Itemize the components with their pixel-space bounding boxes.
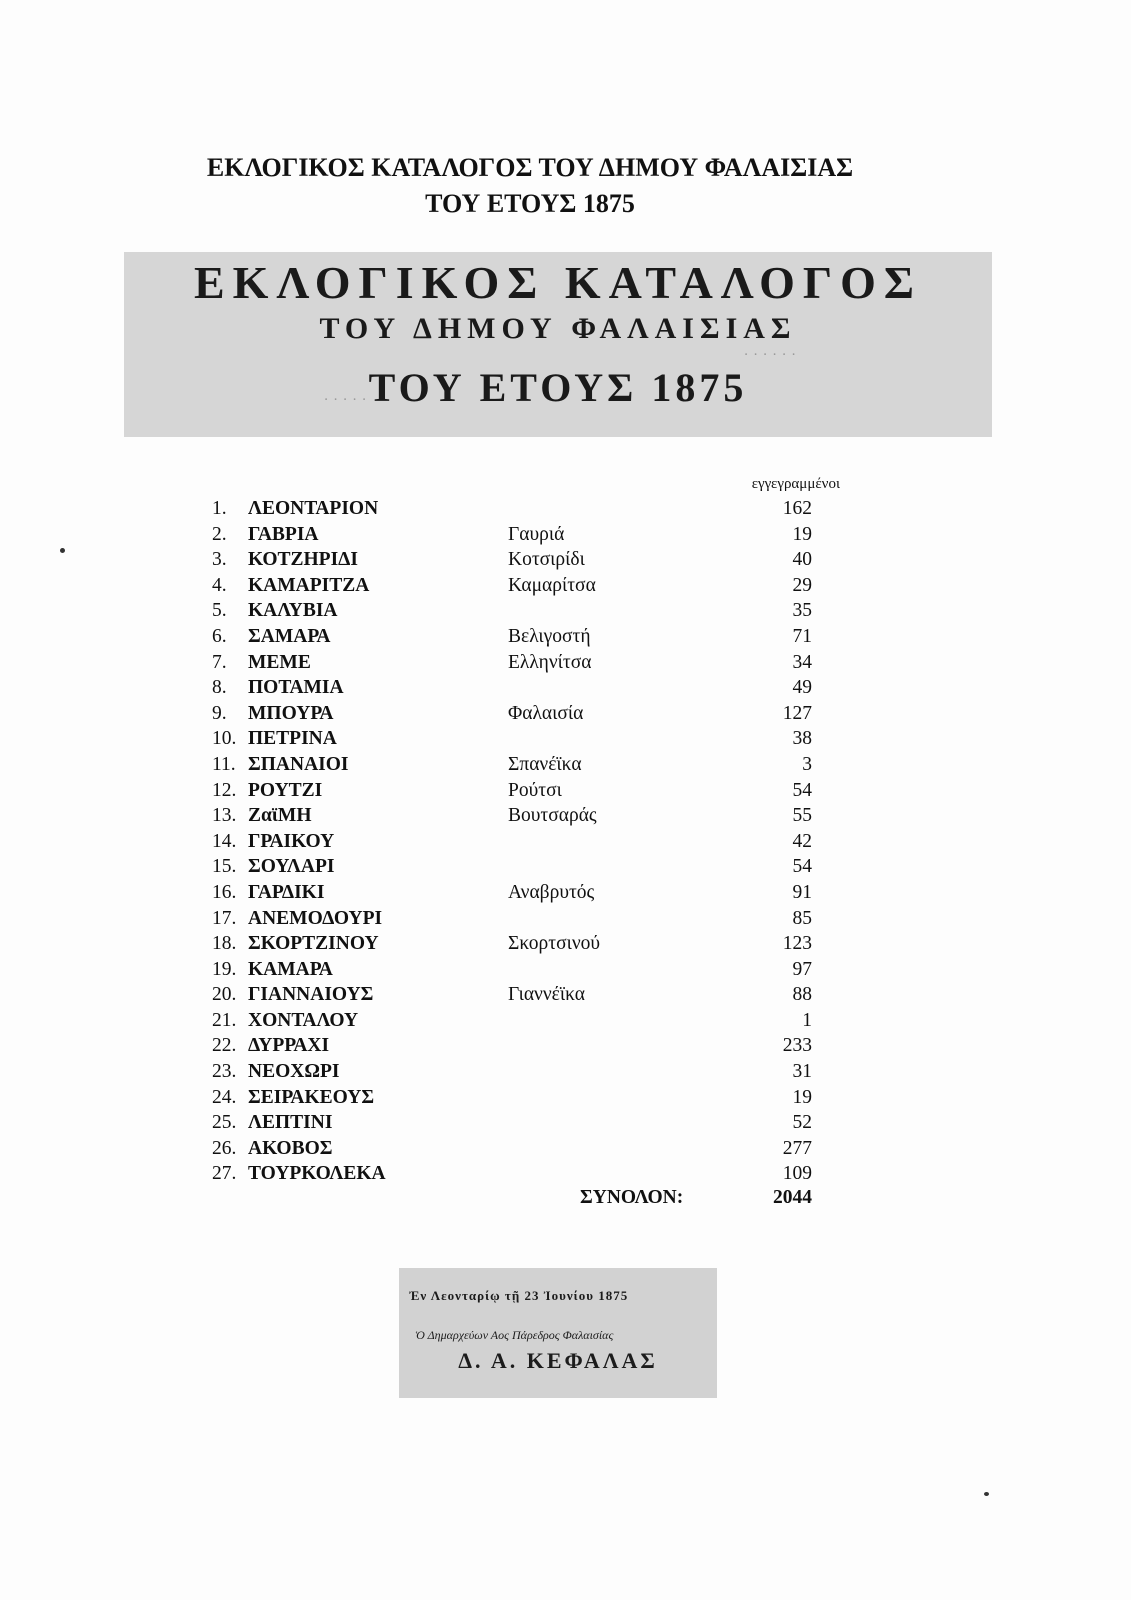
entry-number: 26. [212,1137,237,1159]
list-item [212,522,812,548]
list-item [212,752,812,778]
registered-count: 71 [792,625,812,647]
entry-number: 17. [212,907,237,929]
modern-name: Φαλαισία [508,702,584,724]
village-name: ΧΟΝΤΑΛΟΥ [248,1009,359,1031]
registered-count: 1 [802,1009,812,1031]
village-name: ΜΕΜΕ [248,651,311,673]
entry-number: 27. [212,1163,237,1185]
entry-number: 16. [212,881,237,903]
total-label: ΣΥΝΟΛΟΝ: [580,1187,684,1208]
village-name: ΠΕΤΡΙΝΑ [248,728,337,750]
list-item [212,1161,812,1187]
list-item [212,1059,812,1085]
list-item [212,854,812,880]
modern-name: Γιαννέϊκα [508,984,585,1006]
document-title [0,150,1060,222]
entry-number: 5. [212,600,227,622]
list-item [212,726,812,752]
village-name: ΤΟΥΡΚΟΛΕΚΑ [248,1163,386,1185]
village-name: ΣΕΙΡΑΚΕΟΥΣ [248,1086,375,1108]
entry-number: 19. [212,958,237,980]
modern-name: Γαυριά [508,523,565,545]
list-item [212,573,812,599]
entry-number: 7. [212,651,227,673]
registered-count: 35 [792,600,812,622]
registered-column-header: εγγεγραμμένοι [751,476,840,492]
village-name: ΝΕΟΧΩΡΙ [248,1061,340,1083]
village-name: ΜΠΟΥΡΑ [248,702,334,724]
list-item [212,803,812,829]
village-name: ΓΙΑΝΝΑΙΟΥΣ [248,984,374,1006]
entry-number: 12. [212,779,237,801]
registered-count: 19 [792,1086,812,1108]
entry-number: 25. [212,1112,237,1134]
modern-name: Βελιγοστή [508,625,591,647]
registered-count: 34 [792,651,812,673]
registered-count: 31 [792,1061,812,1083]
village-name: ΣΚΟΡΤΖΙΝΟΥ [248,933,379,955]
entry-number: 15. [212,856,237,878]
registered-count: 91 [792,881,812,903]
list-item [212,496,812,522]
list-item [212,1033,812,1059]
list-item [212,1008,812,1034]
list-item [212,931,812,957]
registered-count: 162 [782,498,812,519]
list-item [212,982,812,1008]
registered-count: 123 [782,933,812,955]
entry-number: 18. [212,933,237,955]
village-name: ΚΟΤΖΗΡΙΔΙ [248,549,358,571]
newspaper-header-clipping: · · · · · · · · · · · ΕΚΛΟΓΙΚΟΣ ΚΑΤΑΛΟΓΟΣ ΤΟΥ ΔΗΜΟΥ ΦΑΛΑΙΣΙΑΣ ΤΟΥ ΕΤΟΥΣ 1875 [124,252,992,437]
list-item [212,547,812,573]
paper-speck [984,1492,989,1496]
registered-count: 40 [792,549,812,571]
list-item [212,1136,812,1162]
modern-name: Αναβρυτός [508,881,595,903]
village-name: ΣΑΜΑΡΑ [248,625,331,647]
village-list [212,496,812,1187]
list-item [212,957,812,983]
entry-number: 11. [212,753,236,775]
registered-count: 54 [792,779,812,801]
village-name: ΛΕΠΤΙΝΙ [248,1112,333,1134]
modern-name: Κοτσιρίδι [508,549,585,571]
registered-count: 127 [782,702,812,724]
registered-count: 85 [792,907,812,929]
village-name: ΛΕΟΝΤΑΡΙΟΝ [248,498,379,519]
registered-count: 49 [792,677,812,699]
registered-count: 42 [792,830,812,852]
entry-number: 9. [212,702,227,724]
registered-count: 55 [792,805,812,827]
entry-number: 22. [212,1035,237,1057]
entry-number: 13. [212,805,237,827]
entry-number: 20. [212,984,237,1006]
list-item [212,701,812,727]
list-item [212,1085,812,1111]
village-name: ΓΡΑΙΚΟΥ [248,830,335,852]
paper-speck [60,548,65,553]
signature-place-date: Ἐν Λεονταρίῳ τῇ 23 Ἰουνίου 1875 [409,1288,629,1303]
entry-number: 24. [212,1086,237,1108]
total-value: 2044 [773,1187,812,1208]
signature-name: Δ. Α. ΚΕΦΑΛΑΣ [458,1348,658,1373]
registered-count: 19 [792,523,812,545]
total-row [580,1187,812,1213]
modern-name: Ρούτσι [508,779,562,801]
list-item [212,778,812,804]
registered-count: 97 [792,958,812,980]
village-name: ΓΑΒΡΙΑ [248,523,319,545]
entry-number: 6. [212,625,227,647]
registered-count: 38 [792,728,812,750]
entry-number: 8. [212,677,227,699]
clipping-header-line-1: ΕΚΛΟΓΙΚΟΣ ΚΑΤΑΛΟΓΟΣ [193,257,923,308]
list-item [212,650,812,676]
registered-count: 52 [792,1112,812,1134]
list-item [212,624,812,650]
list-item [212,598,812,624]
village-name: ΑΚΟΒΟΣ [248,1137,333,1159]
entry-number: 14. [212,830,237,852]
signature-role: Ὁ Δημαρχεύων Αος Πάρεδρος Φαλαισίας [415,1328,614,1342]
entry-number: 2. [212,523,227,545]
title-line-1: ΕΚΛΟΓΙΚΟΣ ΚΑΤΑΛΟΓΟΣ ΤΟΥ ΔΗΜΟΥ ΦΑΛΑΙΣΙΑΣ [206,153,854,182]
village-name: ΑΝΕΜΟΔΟΥΡΙ [248,907,383,929]
village-name: ΚΑΜΑΡΑ [248,958,333,980]
clipping-header-line-3: ΤΟΥ ΕΤΟΥΣ 1875 [368,365,748,410]
entry-number: 23. [212,1061,237,1083]
village-name: ΠΟΤΑΜΙΑ [248,677,344,699]
title-line-2: ΤΟΥ ΕΤΟΥΣ 1875 [425,189,635,218]
signature-clipping [399,1268,717,1398]
registered-count: 54 [792,856,812,878]
village-name: ΚΑΛΥΒΙΑ [248,600,338,622]
list-item [212,880,812,906]
list-item [212,829,812,855]
registered-count: 277 [782,1137,812,1159]
entry-number: 4. [212,574,227,596]
village-name: ΔΥΡΡΑΧΙ [248,1035,330,1057]
list-item [212,1110,812,1136]
entry-number: 1. [212,498,227,519]
village-name: ΚΑΜΑΡΙΤΖΑ [248,574,370,596]
entry-number: 21. [212,1009,237,1031]
clipping-header-line-2: ΤΟΥ ΔΗΜΟΥ ΦΑΛΑΙΣΙΑΣ [319,312,797,345]
village-name: ΓΑΡΔΙΚΙ [248,881,325,903]
registered-count: 233 [782,1035,812,1057]
modern-name: Σπανέϊκα [508,753,582,775]
registered-count: 29 [792,574,812,596]
list-item [212,675,812,701]
village-name: ΣΠΑΝΑΙΟΙ [248,753,349,775]
registered-count: 88 [792,984,812,1006]
village-name: ΣΟΥΛΑΡΙ [248,856,335,878]
modern-name: Ελληνίτσα [508,651,592,673]
modern-name: Σκορτσινού [508,933,601,955]
registered-count: 109 [782,1163,812,1185]
entry-number: 3. [212,549,227,571]
entry-number: 10. [212,728,237,750]
village-name: ΖαϊΜΗ [248,805,312,827]
village-name: ΡΟΥΤΖΙ [248,779,323,801]
modern-name: Βουτσαράς [508,805,597,827]
registered-count: 3 [802,753,812,775]
modern-name: Καμαρίτσα [508,574,596,596]
list-item [212,906,812,932]
